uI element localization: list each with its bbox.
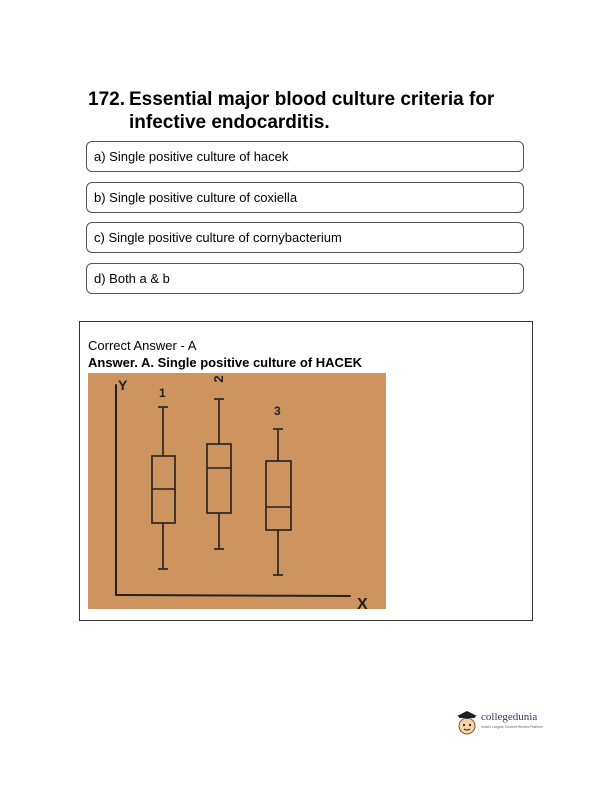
box-label-2: 2 xyxy=(211,375,226,383)
option-b[interactable]: b) Single positive culture of coxiella xyxy=(86,182,524,213)
question-number: 172. xyxy=(88,89,125,110)
brand-tagline: India's Largest Student Review Platform xyxy=(481,725,544,729)
question-text: Essential major blood culture criteria for infective endocarditis. xyxy=(129,89,495,133)
correct-answer-label: Correct Answer - A xyxy=(88,338,197,353)
figure-background xyxy=(88,373,386,609)
answer-explanation: Answer. A. Single positive culture of HACEK xyxy=(88,355,363,370)
collegedunia-logo xyxy=(456,708,560,738)
x-axis-label: X xyxy=(357,596,368,609)
mascot-icon xyxy=(456,710,478,736)
answer-panel xyxy=(79,321,533,621)
option-c[interactable]: c) Single positive culture of cornybacterium xyxy=(86,222,524,253)
option-a[interactable]: a) Single positive culture of hacek xyxy=(86,141,524,172)
x-axis-line xyxy=(116,595,350,596)
option-d[interactable]: d) Both a & b xyxy=(86,263,524,294)
question-heading xyxy=(88,88,548,134)
boxplot-figure xyxy=(88,373,386,609)
box-label-1: 1 xyxy=(159,386,166,400)
box-label-3: 3 xyxy=(274,404,281,418)
y-axis-label: Y xyxy=(118,377,128,393)
brand-name: collegedunia xyxy=(481,711,538,723)
